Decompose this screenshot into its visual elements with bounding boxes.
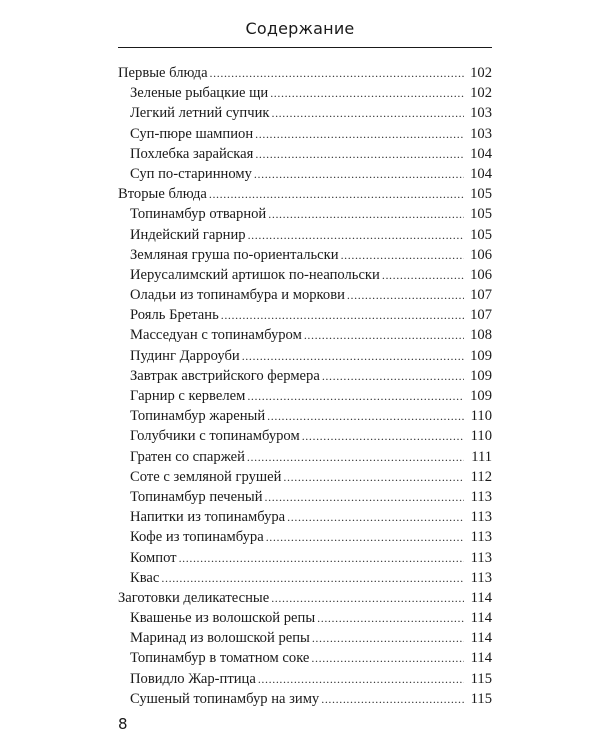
toc-entry-page: 107 <box>470 307 492 324</box>
dot-leader <box>210 63 464 83</box>
page-number: 8 <box>118 715 128 733</box>
toc-entry <box>118 225 492 245</box>
toc-entry <box>118 103 492 123</box>
toc-entry <box>118 386 492 406</box>
page-header: Содержание <box>245 19 355 38</box>
toc-entry <box>118 305 492 325</box>
toc-entry-page: 110 <box>470 408 492 425</box>
toc-entry-page: 109 <box>470 388 492 404</box>
toc-entry-title: Легкий летний супчик <box>130 105 270 122</box>
toc-entry <box>118 669 492 689</box>
toc-entry-title: Иерусалимский артишок по-неапольски <box>130 266 380 283</box>
dot-leader <box>265 487 464 507</box>
toc-entry-title: Заготовки деликатесные <box>118 589 270 606</box>
toc-entry <box>118 265 492 285</box>
dot-leader <box>304 325 464 345</box>
toc-entry-page: 102 <box>470 65 492 81</box>
toc-entry-page: 102 <box>470 85 492 102</box>
dot-leader <box>209 184 464 204</box>
toc-entry-page: 103 <box>470 105 492 122</box>
toc-entry-page: 105 <box>470 226 492 243</box>
toc-entry-title: Гарнир с кервелем <box>130 388 246 404</box>
toc-entry-title: Первые блюда <box>118 65 208 81</box>
toc-entry <box>118 487 492 507</box>
dot-leader <box>302 426 464 446</box>
toc-section <box>118 588 492 608</box>
toc-entry <box>118 366 492 386</box>
toc-section <box>118 184 492 204</box>
toc-entry-page: 113 <box>470 529 492 546</box>
dot-leader <box>267 406 464 426</box>
toc-entry <box>118 144 492 164</box>
dot-leader <box>271 103 464 123</box>
dot-leader <box>322 366 464 386</box>
toc-entry-page: 106 <box>470 266 492 283</box>
toc-entry <box>118 527 492 547</box>
dot-leader <box>248 225 464 245</box>
toc-entry-page: 109 <box>470 367 492 384</box>
toc-entry-title: Топинамбур в томатном соке <box>130 650 310 667</box>
toc-entry-page: 108 <box>470 327 492 344</box>
dot-leader <box>283 467 464 487</box>
toc-entry-page: 112 <box>470 468 492 485</box>
dot-leader <box>255 144 464 164</box>
toc-entry-title: Маринад из волошской репы <box>130 630 310 647</box>
toc-entry-page: 106 <box>470 246 492 263</box>
toc-entry <box>118 689 492 709</box>
toc-entry-page: 115 <box>470 690 492 707</box>
toc-entry-title: Повидло Жар-птица <box>130 670 256 687</box>
dot-leader <box>266 527 464 547</box>
toc-entry <box>118 83 492 103</box>
toc-entry <box>118 406 492 426</box>
toc-entry <box>118 608 492 628</box>
toc-entry-title: Суп по-старинному <box>130 165 252 182</box>
toc-entry <box>118 325 492 345</box>
toc-entry-page: 113 <box>470 509 492 526</box>
dot-leader <box>271 588 464 608</box>
toc-entry-page: 103 <box>470 125 492 142</box>
toc-entry-title: Квас <box>130 569 160 586</box>
toc-entry-page: 113 <box>470 569 492 586</box>
toc-entry-title: Компот <box>130 549 177 566</box>
toc-entry-title: Топинамбур жареный <box>130 408 266 425</box>
toc-entry-title: Похлебка зарайская <box>130 145 254 162</box>
toc-entry-page: 105 <box>470 186 492 203</box>
dot-leader <box>270 83 464 103</box>
dot-leader <box>242 346 464 366</box>
toc-entry-page: 105 <box>470 206 492 223</box>
dot-leader <box>321 689 464 709</box>
dot-leader <box>258 669 464 689</box>
dot-leader <box>179 548 464 568</box>
dot-leader <box>268 204 464 224</box>
toc-entry-page: 114 <box>470 610 492 627</box>
toc-entry-page: 113 <box>470 549 492 566</box>
toc-entry-page: 107 <box>470 287 492 304</box>
toc-entry-title: Вторые блюда <box>118 186 207 203</box>
dot-leader <box>255 124 464 144</box>
dot-leader <box>287 507 464 527</box>
toc-entry <box>118 447 492 467</box>
toc-entry <box>118 548 492 568</box>
toc-entry <box>118 507 492 527</box>
toc-entry-title: Топинамбур отварной <box>130 206 267 223</box>
toc-entry-title: Напитки из топинамбура <box>130 509 286 526</box>
toc-entry <box>118 124 492 144</box>
toc-entry-page: 110 <box>470 428 492 445</box>
toc-entry-page: 114 <box>470 650 492 667</box>
table-of-contents <box>118 63 492 709</box>
toc-entry-title: Сушеный топинамбур на зиму <box>130 690 320 707</box>
toc-entry-title: Голубчики с топинамбуром <box>130 428 300 445</box>
toc-entry-title: Земляная груша по-ориентальски <box>130 246 339 263</box>
toc-entry-title: Кофе из топинамбура <box>130 529 264 546</box>
toc-entry-page: 109 <box>470 347 492 364</box>
toc-entry-title: Рояль Бретань <box>130 307 219 324</box>
dot-leader <box>382 265 464 285</box>
toc-entry-page: 104 <box>470 145 492 162</box>
dot-leader <box>247 386 464 406</box>
toc-entry-page: 114 <box>470 630 492 647</box>
dot-leader <box>247 447 464 467</box>
toc-entry <box>118 164 492 184</box>
toc-entry-title: Индейский гарнир <box>130 226 246 243</box>
dot-leader <box>341 245 464 265</box>
toc-entry-title: Завтрак австрийского фермера <box>130 367 320 384</box>
dot-leader <box>347 285 464 305</box>
toc-entry <box>118 245 492 265</box>
toc-entry-title: Пудинг Дарроуби <box>130 347 240 364</box>
toc-entry <box>118 426 492 446</box>
header-rule <box>118 47 492 48</box>
toc-entry <box>118 628 492 648</box>
toc-entry-page: 114 <box>470 589 492 606</box>
toc-entry-title: Гратен со спаржей <box>130 448 245 465</box>
toc-entry-title: Оладьи из топинамбура и моркови <box>130 287 345 304</box>
toc-entry-title: Квашенье из волошской репы <box>130 610 316 627</box>
dot-leader <box>311 648 464 668</box>
toc-entry-title: Зеленые рыбацкие щи <box>130 85 269 102</box>
toc-entry <box>118 568 492 588</box>
toc-entry-page: 111 <box>471 448 492 465</box>
toc-entry <box>118 204 492 224</box>
toc-entry <box>118 648 492 668</box>
dot-leader <box>312 628 464 648</box>
dot-leader <box>254 164 464 184</box>
toc-entry-title: Соте с земляной грушей <box>130 468 282 485</box>
toc-entry-title: Масседуан с топинамбуром <box>130 327 302 344</box>
dot-leader <box>221 305 464 325</box>
toc-entry <box>118 346 492 366</box>
toc-entry <box>118 467 492 487</box>
dot-leader <box>161 568 464 588</box>
toc-entry-title: Суп-пюре шампион <box>130 125 254 142</box>
toc-entry-page: 115 <box>470 670 492 687</box>
toc-entry-page: 104 <box>470 165 492 182</box>
toc-entry-page: 113 <box>470 488 492 505</box>
toc-entry-title: Топинамбур печеный <box>130 488 263 505</box>
toc-entry <box>118 285 492 305</box>
dot-leader <box>317 608 464 628</box>
toc-section <box>118 63 492 83</box>
